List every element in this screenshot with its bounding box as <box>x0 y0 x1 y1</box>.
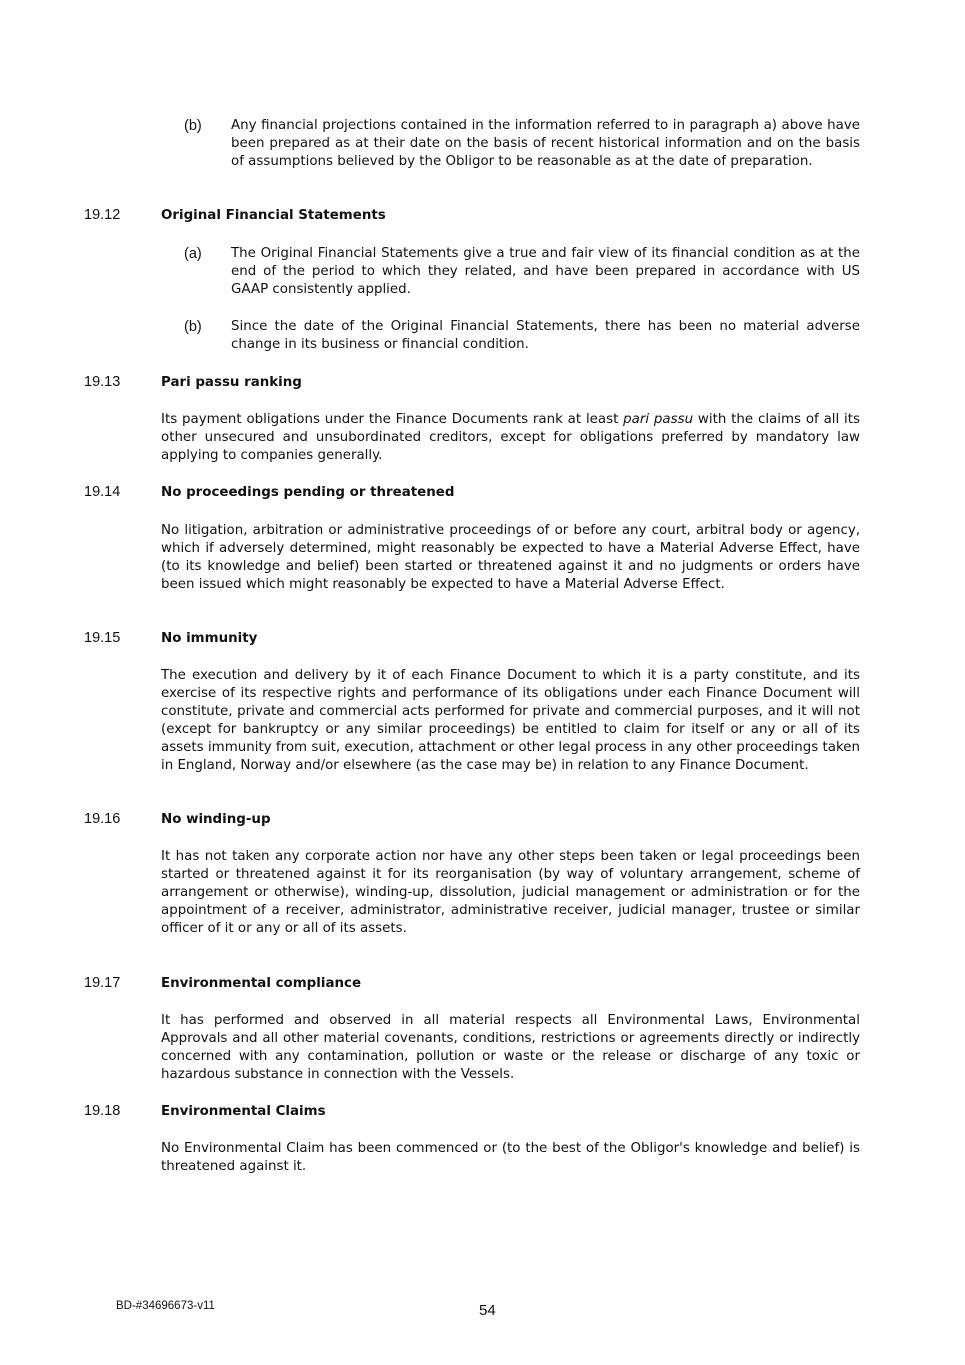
section-paragraph: The execution and delivery by it of each Finance Document to which it is a party constitute, and its exercise of its respective rights and performance of its obligations under each Finance Document will constitute, private and commercial acts performed for private and commercial purposes, and it will not (except for bankruptcy or any similar proceedings) be entitled to claim for itself or any or all of its assets immunity from suit, execution, attachment or other legal process in any other proceedings taken in England, Norway and/or elsewhere (as the case may be) in relation to any Finance Document. <box>161 668 860 773</box>
item-text: Any financial projections contained in the information referred to in paragraph a) above have been prepared as at their date on the basis of recent historical information and on the basis of assumptions believed by the Obligor to be reasonable as at the date of preparation. <box>231 118 860 169</box>
section-title: Pari passu ranking <box>161 375 302 390</box>
section-title: Environmental Claims <box>161 1104 326 1119</box>
section-number: 19.14 <box>84 484 121 500</box>
item-label: (b) <box>184 319 202 335</box>
document-id: BD-#34696673-v11 <box>116 1300 215 1312</box>
section-number: 19.12 <box>84 207 121 223</box>
section-title: No winding-up <box>161 812 271 827</box>
section-title: No immunity <box>161 631 258 646</box>
section-number: 19.18 <box>84 1103 121 1119</box>
item-text: The Original Financial Statements give a true and fair view of its financial condition as at the end of the period to which they related, and have been prepared in accordance with US GAAP consistently applied. <box>231 246 860 297</box>
page-number: 54 <box>479 1302 496 1319</box>
section-number: 19.16 <box>84 811 121 827</box>
section-title: Original Financial Statements <box>161 208 386 223</box>
section-number: 19.17 <box>84 975 121 991</box>
item-label: (b) <box>184 118 202 134</box>
text: with the claims of all its other unsecured and unsubordinated creditors, except for obligations preferred by mandatory law applying to companies generally. <box>161 412 860 463</box>
item-text: Since the date of the Original Financial Statements, there has been no material adverse change in its business or financial condition. <box>231 319 860 352</box>
section-paragraph: No litigation, arbitration or administrative proceedings of or before any court, arbitral body or agency, which if adversely determined, might reasonably be expected to have a Material Adverse Effect, have (to its knowledge and belief) been started or threatened against it and no judgments or orders have been issued which might reasonably be expected to have a Material Adverse Effect. <box>161 523 860 592</box>
section-paragraph: It has not taken any corporate action nor have any other steps been taken or legal proceedings been started or threatened against it for its reorganisation (by way of voluntary arrangement, scheme of arrangement or otherwise), winding-up, dissolution, judicial management or administration or for the appointment of a receiver, administrator, administrative receiver, judicial manager, trustee or similar officer of it or any or all of its assets. <box>161 849 860 936</box>
text: Its payment obligations under the Finance Documents rank at least <box>161 412 624 427</box>
section-title: Environmental compliance <box>161 976 362 991</box>
section-title: No proceedings pending or threatened <box>161 485 455 500</box>
item-label: (a) <box>184 246 202 262</box>
section-paragraph: No Environmental Claim has been commenced or (to the best of the Obligor's knowledge and belief) is threatened against it. <box>161 1141 860 1174</box>
section-number: 19.15 <box>84 630 121 646</box>
section-paragraph: It has performed and observed in all material respects all Environmental Laws, Environmental Approvals and all other material covenants, conditions, restrictions or agreements directly or indirectly concerned with any contamination, pollution or waste or the release or discharge of any toxic or hazardous substance in connection with the Vessels. <box>161 1013 860 1082</box>
section-number: 19.13 <box>84 374 121 390</box>
section-paragraph <box>161 411 860 465</box>
italic-term: pari passu <box>623 412 694 427</box>
